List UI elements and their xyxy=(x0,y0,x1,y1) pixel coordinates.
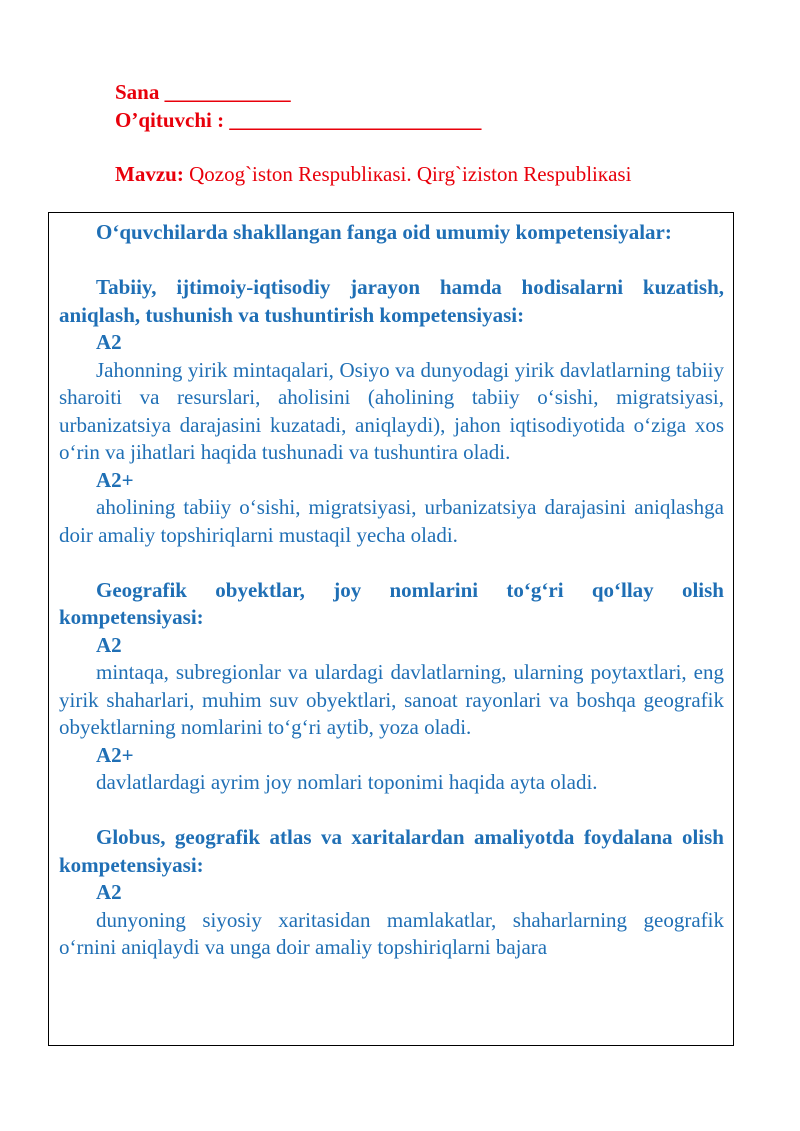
level-description: aholining tabiiy o‘sishi, migratsiyasi, urbanizatsiya darajasini aniqlashga doir amaliy topshiriqlarni mustaqil yecha oladi. xyxy=(59,495,724,547)
date-line: Sana ____________ xyxy=(115,80,291,104)
level-description: dunyoning siyosiy xaritasidan mamlakatlar, shaharlarning geografik o‘rnini aniqlaydi va unga doir amaliy topshiriqlarni bajara xyxy=(59,907,724,959)
level-label: A2+ xyxy=(96,467,134,492)
topic-line xyxy=(115,161,631,187)
teacher-line: O’qituvchi : ________________________ xyxy=(115,108,482,132)
level-description: davlatlardagi ayrim joy nomlari toponimi haqida ayta oladi. xyxy=(96,770,598,794)
intro-heading: O‘quvchilarda shakllangan fanga oid umumiy kompetensiyalar: xyxy=(96,220,672,244)
topic-text: Qozog`iston Respublікasi. Qirg`iziston Respublікasi xyxy=(183,162,632,186)
level-description: Jahonning yirik mintaqalari, Osiyo va dunyodagi yirik davlatlarning tabiiy sharoiti va resurslari, aholisini (aholining tabiiy o‘sishi, migratsiyasi, urbanizatsiya darajasini kuzatadi, aniqlaydi), jahon iqtisodiyotida o‘ziga xos o‘rin va jihatlari haqida tushunadi va tushuntira oladi. xyxy=(59,357,724,464)
level-label: A2 xyxy=(96,330,122,354)
section-title: Tabiiy, ijtimoiy-iqtisodiy jarayon hamda hodisalarni kuzatish, aniqlash, tushunish va tushuntirish kompetensiyasi: xyxy=(59,275,724,327)
competencies-box xyxy=(48,212,734,1046)
level-label: A2 xyxy=(96,880,122,904)
level-description: mintaqa, subregionlar va ulardagi davlatlarning, ularning poytaxtlari, eng yirik shaharlari, muhim suv obyektlari, sanoat rayonlari va boshqa geografik obyektlarning nomlarini to‘g‘ri aytib, yoza oladi. xyxy=(59,660,724,739)
level-label: A2+ xyxy=(96,742,134,767)
section-title: Globus, geografik atlas va xaritalardan amaliyotda foydalana olish kompetensiyasi: xyxy=(59,825,724,877)
topic-label: Mavzu: xyxy=(115,162,184,186)
section-title: Geografik obyektlar, joy nomlarini to‘g‘ri qo‘llay olish kompetensiyasi: xyxy=(59,577,724,629)
level-label: A2 xyxy=(96,632,122,657)
